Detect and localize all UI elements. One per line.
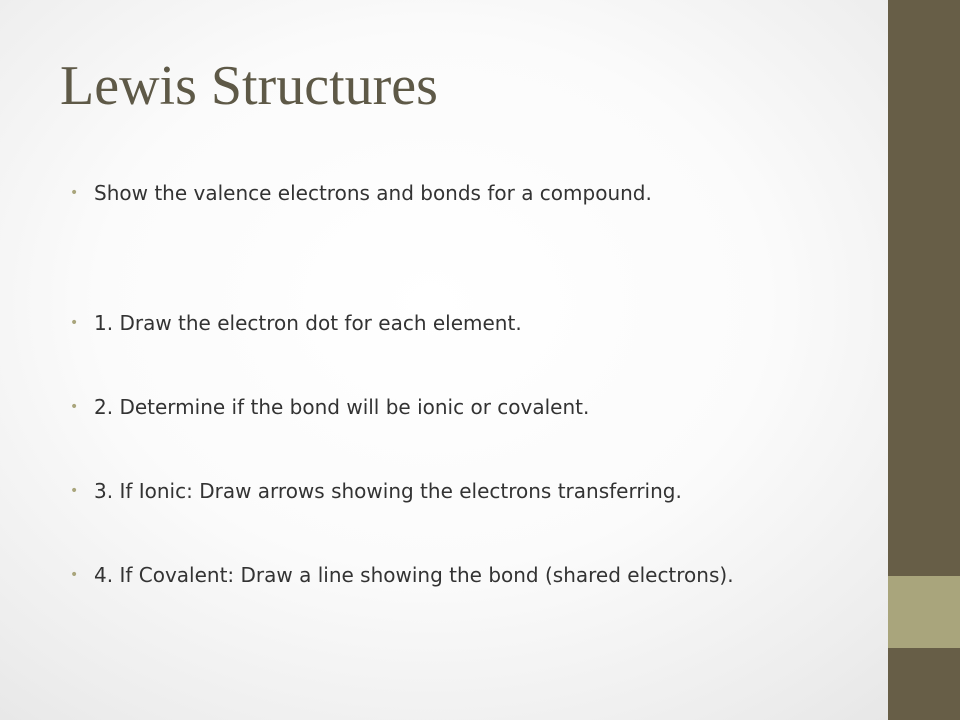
bullet-marker: • xyxy=(70,567,79,583)
bullet-text: 4. If Covalent: Draw a line showing the bond (shared electrons). xyxy=(94,563,734,587)
bullet-marker: • xyxy=(70,483,79,499)
bullet-item xyxy=(70,392,830,422)
bullet-marker: • xyxy=(70,185,79,201)
bullet-item xyxy=(70,560,830,590)
bullet-item xyxy=(70,476,830,506)
bullet-text: 3. If Ionic: Draw arrows showing the electrons transferring. xyxy=(94,479,682,503)
bullet-marker: • xyxy=(70,399,79,415)
bullet-item xyxy=(70,178,830,208)
bullet-marker: • xyxy=(70,315,79,331)
bullet-list xyxy=(70,178,830,590)
bullet-item xyxy=(70,308,830,338)
bullet-text: Show the valence electrons and bonds for a compound. xyxy=(94,181,652,205)
bullet-text: 1. Draw the electron dot for each element. xyxy=(94,311,522,335)
decorative-sidebar-accent xyxy=(888,576,960,648)
bullet-text: 2. Determine if the bond will be ionic or covalent. xyxy=(94,395,590,419)
slide-title: Lewis Structures xyxy=(60,55,438,117)
